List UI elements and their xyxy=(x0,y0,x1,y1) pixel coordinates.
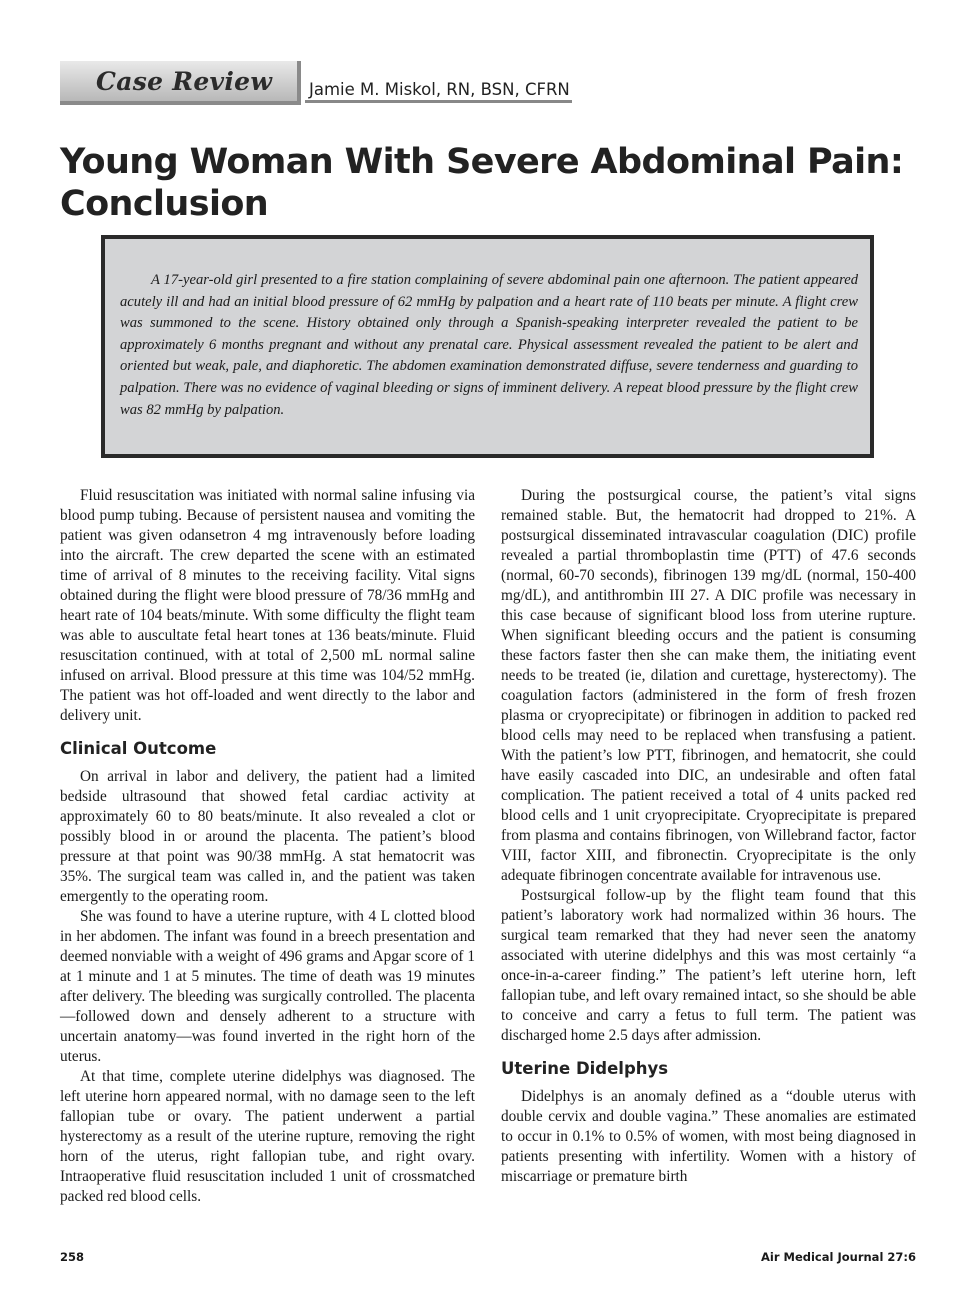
page-number: 258 xyxy=(60,1250,85,1264)
section-tab xyxy=(60,61,301,105)
paragraph: At that time, complete uterine didelphys was diagnosed. The left uterine horn appeared normal, with no damage seen to the left fallopian tube or ovary. The patient underwent a partial hysterectomy as a result of the uterine rupture, removing the right horn of the uterus, right fallopian tube, and right ovary. Intraoperative fluid resuscitation included 1 unit of crossmatched packed red blood cells. xyxy=(60,1068,475,1205)
article-title: Young Woman With Severe Abdominal Pain: Conclusion xyxy=(60,142,904,224)
case-summary-box xyxy=(101,235,874,458)
paragraph: Didelphys is an anomaly defined as a “double uterus with double cervix and double vagina.” These anomalies are estimated to occur in 0.1% to 0.5% of women, with most being diagnosed in patients presenting with infertility. Women with a history of miscarriage or premature birth xyxy=(501,1088,916,1185)
section-heading-uterine-didelphys: Uterine Didelphys xyxy=(501,1059,669,1078)
journal-citation: Air Medical Journal 27:6 xyxy=(761,1250,916,1264)
paragraph: Postsurgical follow-up by the flight team found that this patient’s laboratory work had normalized within 36 hours. The surgical team remarked that they had never seen the anatomy associated with uterine didelphys and this was most certainly “a once-in-a-career finding.” The patient’s left uterine horn, left fallopian tube, and left ovary remained intact, so she should be able to conceive and carry a fetus to full term. The patient was discharged home 2.5 days after admission. xyxy=(501,887,916,1044)
paragraph: Fluid resuscitation was initiated with normal saline infusing via blood pump tubing. Because of persistent nausea and vomiting the patient was given odansetron 4 mg intravenously before loading into the aircraft. The crew departed the scene with an estimated time of arrival of 8 minutes to the receiving facility. Vital signs obtained during the flight were blood pressure of 78/36 mmHg and heart rate of 104 beats/minute. With some difficulty the flight team was able to auscultate fetal heart tones at 136 beats/minute. Fluid resuscitation continued, with at total of 2,500 mL normal saline infused on arrival. Blood pressure at this time was 104/52 mmHg. The patient was hot off-loaded and went directly to the labor and delivery unit. xyxy=(60,487,475,724)
right-column xyxy=(501,486,916,1187)
author-byline: Jamie M. Miskol, RN, BSN, CFRN xyxy=(305,80,572,103)
paragraph: She was found to have a uterine rupture, with 4 L clotted blood in her abdomen. The infant was found in a breech presentation and deemed nonviable with a weight of 496 grams and Apgar score of 1 at 1 minute and 1 at 5 minutes. The time of death was 19 minutes after delivery. The bleeding was surgically controlled. The placenta—followed down and densely adherent to a structure with uncertain anatomy—was found inverted in the right horn of the uterus. xyxy=(60,908,475,1065)
paragraph: During the postsurgical course, the patient’s vital signs remained stable. But, the hematocrit had dropped to 21%. A postsurgical disseminated intravascular coagulation (DIC) profile revealed a partial thromboplastin time (PTT) of 47.6 seconds (normal, 60-70 seconds), fibrinogen 139 mg/dL (normal, 150-400 mg/dL), and antithrombin III 27. A DIC profile was necessary in this case because of significant blood loss from uterine rupture. When significant bleeding occurs and the patient is consuming these factors faster then she can make them, the initiating event needs to be treated (ie, dilation and curettage, hysterectomy). The coagulation factors (administered in the form of fresh frozen plasma or cryoprecipitate) or fibrinogen in addition to packed red blood cells may need to be replaced when transfusing a patient. With the patient’s low PTT, fibrinogen, and hematocrit, she could have easily cascaded into DIC, an undesirable and often fatal complication. The patient received a total of 4 units packed red blood cells and 1 unit cryoprecipitate. Cryoprecipitate is prepared from plasma and contains fibrinogen, von Willebrand factor, factor VIII, factor XIII, and fibronectin. Cryoprecipitate is the only adequate fibrinogen concentrate available for intravenous use. xyxy=(501,487,916,884)
paragraph: On arrival in labor and delivery, the patient had a limited bedside ultrasound that showed fetal cardiac activity at approximately 60 to 80 beats/minute. It also revealed a clot or possibly blood in or around the placenta. The patient’s blood pressure at that point was 90/38 mmHg. A stat hematocrit was 35%. The surgical team was called in, and the patient was taken emergently to the operating room. xyxy=(60,768,475,905)
section-label: Case Review xyxy=(96,67,273,96)
case-summary-text: A 17-year-old girl presented to a fire station complaining of severe abdominal pain one afternoon. The patient appeared acutely ill and had an initial blood pressure of 62 mmHg by palpation and a heart rate of 110 beats per minute. A flight crew was summoned to the scene. History obtained only through a Spanish-speaking interpreter revealed the patient to be approximately 6 months pregnant and without any prenatal care. Physical assessment revealed the patient to be alert and oriented but weak, pale, and diaphoretic. The abdomen examination demonstrated diffuse, severe tenderness and guarding to palpation. There was no evidence of vaginal bleeding or signs of imminent delivery. A repeat blood pressure by the flight crew was 82 mmHg by palpation. xyxy=(120,272,858,418)
section-heading-clinical-outcome: Clinical Outcome xyxy=(60,739,217,758)
left-column xyxy=(60,486,475,1207)
